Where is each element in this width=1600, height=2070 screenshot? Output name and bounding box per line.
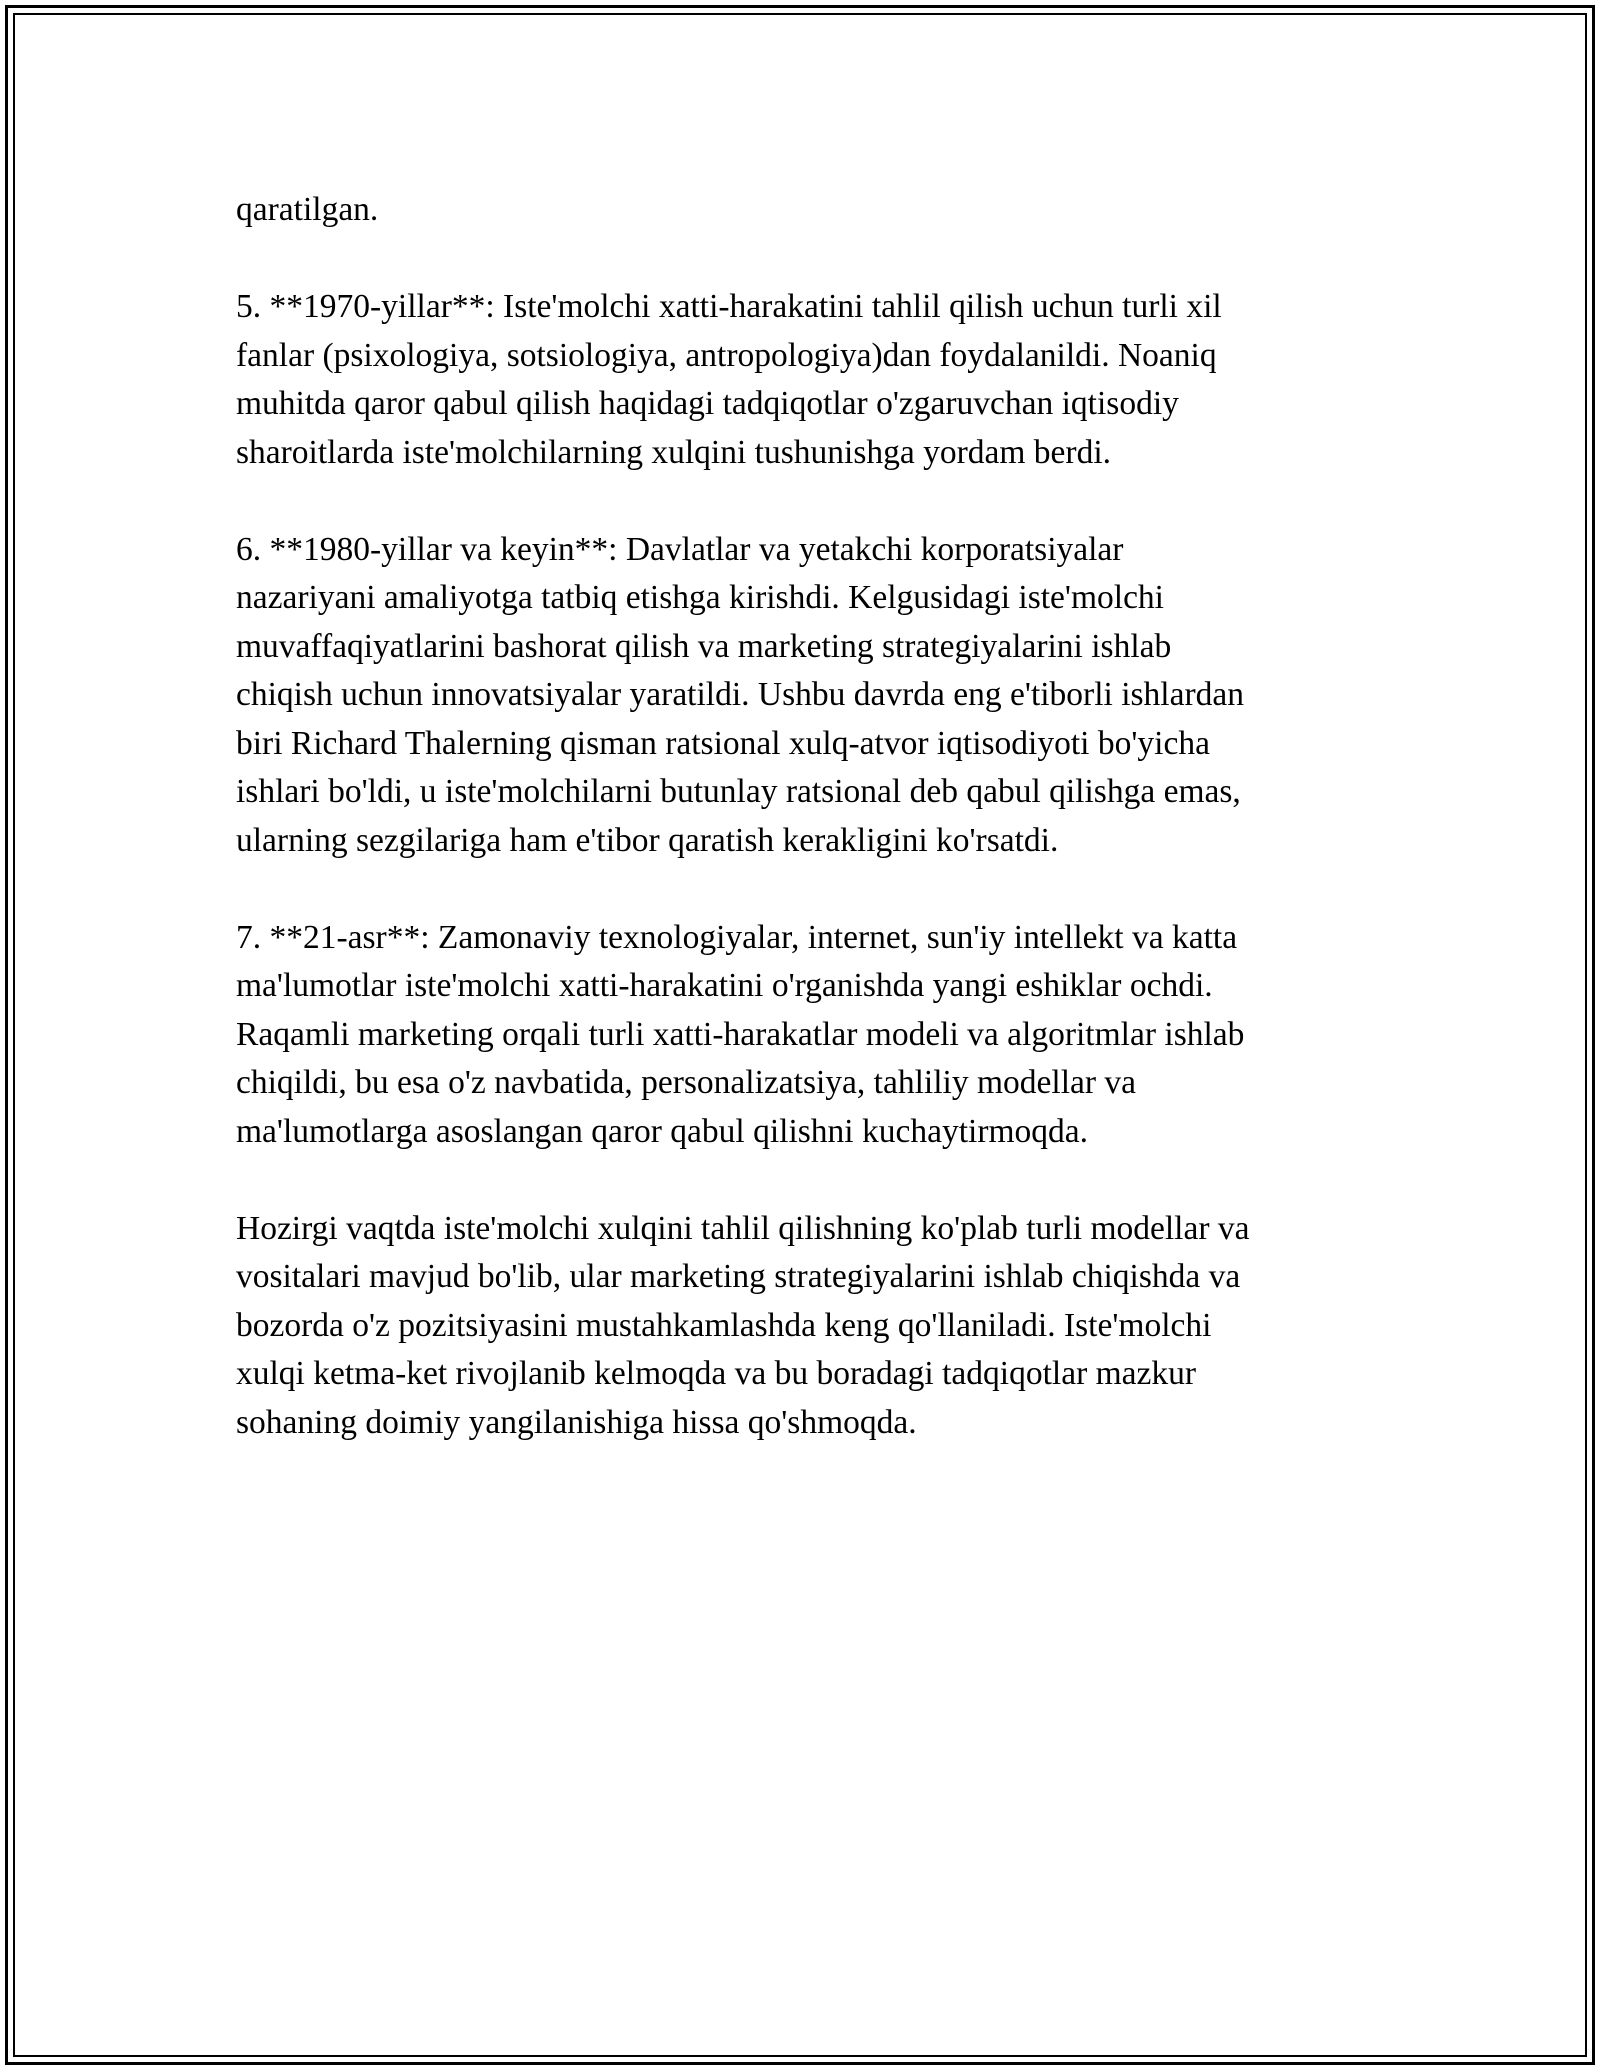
text-line: vositalari mavjud bo'lib, ular marketing strategiyalarini ishlab chiqishda va xyxy=(236,1258,1241,1295)
text-line: muhitda qaror qabul qilish haqidagi tadqiqotlar o'zgaruvchan iqtisodiy xyxy=(236,385,1179,422)
text-line: fanlar (psixologiya, sotsiologiya, antropologiya)dan foydalanildi. Noaniq xyxy=(236,336,1217,374)
text-line: chiqish uchun innovatsiyalar yaratildi. Ushbu davrda eng e'tiborli ishlardan xyxy=(236,676,1244,713)
text-line: biri Richard Thalerning qisman ratsional xulq-atvor iqtisodiyoti bo'yicha xyxy=(236,724,1210,762)
text-line: ma'lumotlarga asoslangan qaror qabul qilishni kuchaytirmoqda. xyxy=(236,1112,1089,1150)
list-item-21st-century xyxy=(236,914,1366,1157)
text-line: bozorda o'z pozitsiyasini mustahkamlashda keng qo'llaniladi. Iste'molchi xyxy=(236,1306,1212,1344)
text-line: qaratilgan. xyxy=(236,191,379,228)
text-line: 5. **1970-yillar**: Iste'molchi xatti-harakatini tahlil qilish uchun turli xil xyxy=(236,288,1222,325)
list-item-1980s xyxy=(236,526,1366,866)
text-line: Raqamli marketing orqali turli xatti-harakatlar modeli va algoritmlar ishlab xyxy=(236,1015,1245,1053)
text-line: sharoitlarda iste'molchilarning xulqini tushunishga yordam berdi. xyxy=(236,433,1112,471)
list-item-1970s xyxy=(236,283,1366,477)
text-line: xulqi ketma-ket rivojlanib kelmoqda va bu boradagi tadqiqotlar mazkur xyxy=(236,1355,1197,1392)
paragraph-continuation xyxy=(236,186,1366,235)
text-line: Hozirgi vaqtda iste'molchi xulqini tahlil qilishning ko'plab turli modellar va xyxy=(236,1209,1250,1247)
text-line: ularning sezgilariga ham e'tibor qaratish kerakligini ko'rsatdi. xyxy=(236,821,1059,859)
text-line: 6. **1980-yillar va keyin**: Davlatlar va yetakchi korporatsiyalar xyxy=(236,530,1124,568)
text-line: nazariyani amaliyotga tatbiq etishga kirishdi. Kelgusidagi iste'molchi xyxy=(236,579,1164,616)
text-line: chiqildi, bu esa o'z navbatida, personalizatsiya, tahliliy modellar va xyxy=(236,1064,1137,1101)
text-line: muvaffaqiyatlarini bashorat qilish va marketing strategiyalarini ishlab xyxy=(236,627,1172,665)
text-line: sohaning doimiy yangilanishiga hissa qo'shmoqda. xyxy=(236,1403,917,1441)
text-line: ishlari bo'ldi, u iste'molchilarni butunlay ratsional deb qabul qilishga emas, xyxy=(236,773,1241,810)
text-line: ma'lumotlar iste'molchi xatti-harakatini o'rganishda yangi eshiklar ochdi. xyxy=(236,967,1213,1004)
text-line: 7. **21-asr**: Zamonaviy texnologiyalar, internet, sun'iy intellekt va katta xyxy=(236,918,1238,956)
document-body xyxy=(236,186,1366,1496)
paragraph-conclusion xyxy=(236,1205,1366,1448)
